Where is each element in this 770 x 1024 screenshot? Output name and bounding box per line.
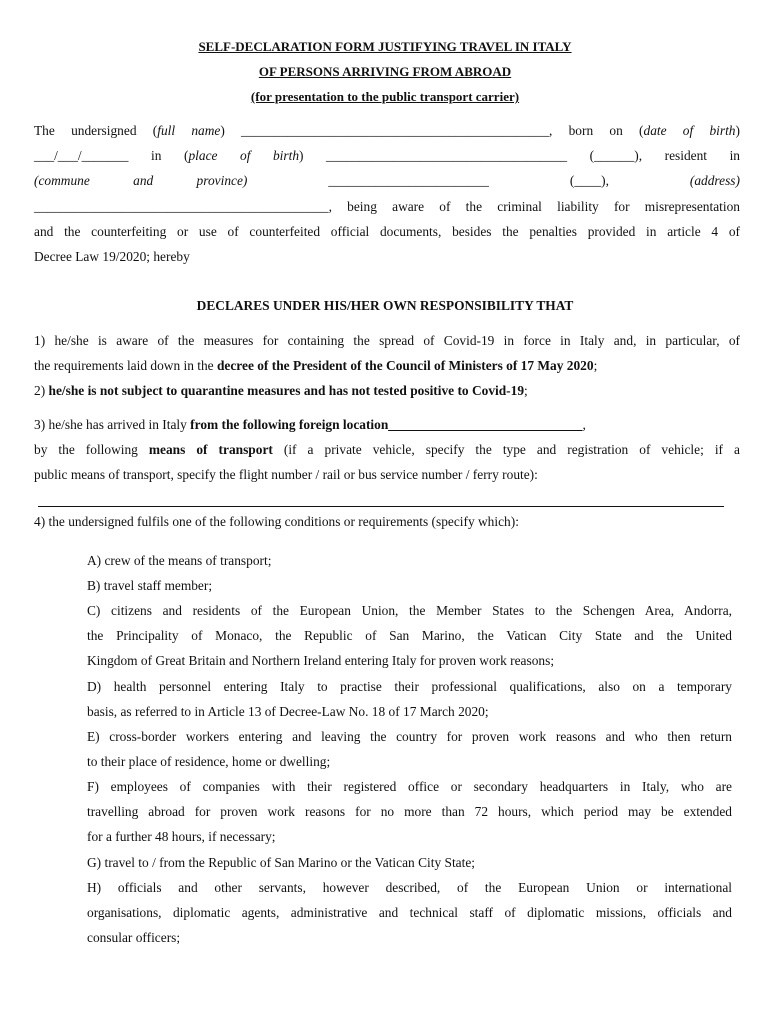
condition-f-line-1: F) employees of companies with their registered office or secondary headquarters in Italy, who are (87, 779, 732, 794)
form-title-line-1: SELF-DECLARATION FORM JUSTIFYING TRAVEL IN ITALY (198, 39, 572, 54)
address-field-line[interactable]: ____________________________________________, being aware of the criminal liability for misrepresentation (34, 199, 740, 214)
commune-province-hint: (commune and province) (34, 173, 248, 188)
declares-heading: DECLARES UNDER HIS/HER OWN RESPONSIBILITY THAT (196, 298, 574, 313)
condition-c-line-1: C) citizens and residents of the European Union, the Member States to the Schengen Area, Andorra, (87, 603, 732, 618)
intro-line-1: The undersigned (full name) ______________________________________________, born on (date of birth) (34, 123, 740, 138)
item-2: 2) he/she is not subject to quarantine measures and has not tested positive to Covid-19; (34, 383, 528, 398)
item-3-line-3: public means of transport, specify the flight number / rail or bus service number / ferry route): (34, 467, 538, 482)
item-1-line-2: the requirements laid down in the decree of the President of the Council of Ministers of 17 May 2020; (34, 358, 598, 373)
place-of-birth-hint: place of birth (188, 148, 300, 163)
province-field[interactable]: (____), (569, 173, 609, 188)
form-title-line-2: OF PERSONS ARRIVING FROM ABROAD (258, 64, 512, 79)
condition-g: G) travel to / from the Republic of San Marino or the Vatican City State; (87, 855, 475, 870)
condition-e-line-1: E) cross-border workers entering and leaving the country for proven work reasons and who then return (87, 729, 732, 744)
item-4: 4) the undersigned fulfils one of the following conditions or requirements (specify which): (34, 514, 519, 529)
condition-c-line-2: the Principality of Monaco, the Republic of San Marino, the Vatican City State and the United (87, 628, 732, 643)
commune-field[interactable]: ________________________ (328, 173, 489, 188)
means-of-transport-field[interactable] (38, 506, 724, 507)
condition-c-line-3: Kingdom of Great Britain and Northern Ireland entering Italy for proven work reasons; (87, 653, 555, 668)
foreign-location-field[interactable]: _____________________________ (388, 417, 583, 432)
condition-d-line-1: D) health personnel entering Italy to practise their professional qualifications, also on a temporary (87, 679, 732, 694)
condition-e-line-2: to their place of residence, home or dwelling; (87, 754, 331, 769)
condition-d-line-2: basis, as referred to in Article 13 of Decree-Law No. 18 of 17 March 2020; (87, 704, 489, 719)
item-3-line-1: 3) he/she has arrived in Italy from the following foreign location_____________________________, (34, 417, 586, 432)
intro-line-5: and the counterfeiting or use of counterfeited official documents, besides the penalties provided in article 4 of (34, 224, 740, 239)
date-of-birth-field[interactable]: ___/___/_______ in ( (34, 148, 189, 163)
item-3-line-2: by the following means of transport (if a private vehicle, specify the type and registration of vehicle; if a (34, 442, 740, 457)
form-title-line-3: (for presentation to the public transport carrier) (250, 89, 520, 104)
intro-line-6: Decree Law 19/2020; hereby (34, 249, 190, 264)
place-of-birth-field[interactable]: ) ____________________________________ (______), resident in (299, 148, 740, 163)
item-1-line-1: 1) he/she is aware of the measures for containing the spread of Covid-19 in force in Italy and, in particular, of (34, 333, 740, 348)
condition-h-line-3: consular officers; (87, 930, 181, 945)
condition-b: B) travel staff member; (87, 578, 213, 593)
intro-line-3 (34, 172, 740, 190)
condition-f-line-3: for a further 48 hours, if necessary; (87, 829, 276, 844)
intro-line-2 (34, 147, 740, 165)
full-name-field[interactable]: ) ______________________________________________, born on ( (220, 123, 644, 138)
date-of-birth-hint: date of birth (643, 123, 736, 138)
condition-a: A) crew of the means of transport; (87, 553, 272, 568)
condition-h-line-1: H) officials and other servants, however described, of the European Union or international (87, 880, 732, 895)
address-hint: (address) (689, 173, 740, 188)
full-name-hint: full name (157, 123, 221, 138)
condition-f-line-2: travelling abroad for proven work reasons for no more than 72 hours, which period may be extended (87, 804, 732, 819)
condition-h-line-2: organisations, diplomatic agents, administrative and technical staff of diplomatic missions, officials and (87, 905, 732, 920)
